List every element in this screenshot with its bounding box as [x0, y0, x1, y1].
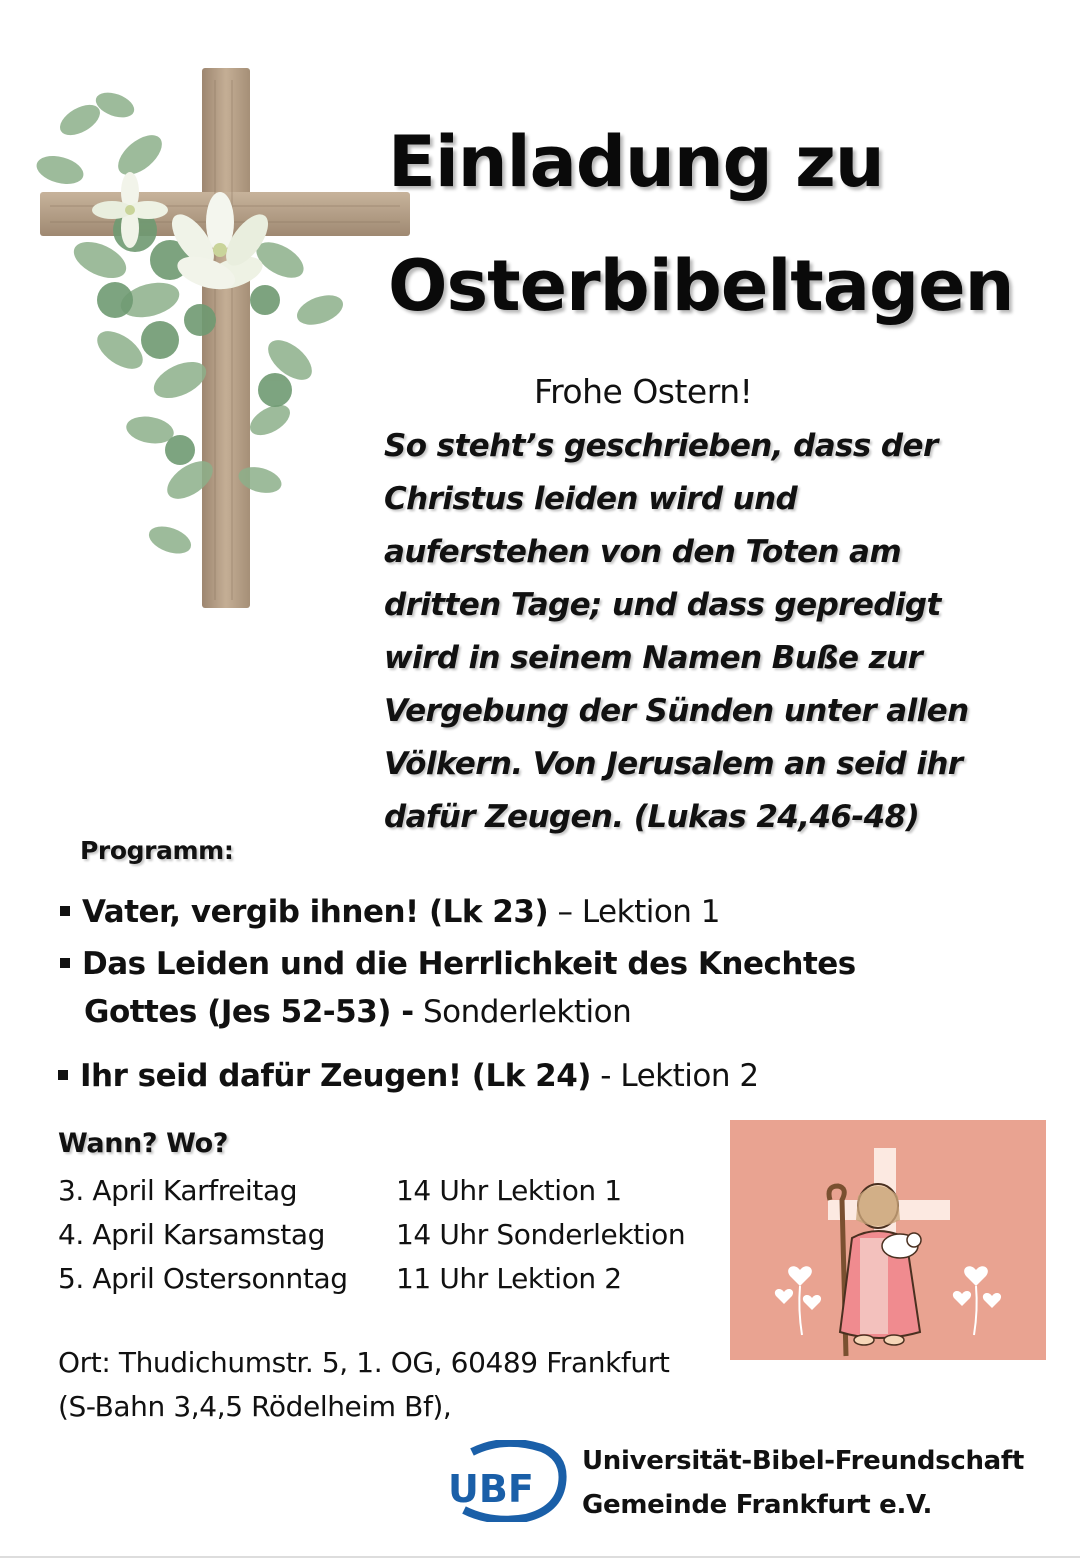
program-item: [60, 894, 720, 930]
bullet-icon: [58, 1070, 68, 1080]
schedule-row: [58, 1262, 718, 1295]
program-item-title: Gottes (Jes 52-53) -: [84, 994, 414, 1030]
verse-line: wird in seinem Namen Buße zur: [384, 640, 923, 676]
program-item-title: Das Leiden und die Herrlichkeit des Knechtes: [82, 946, 856, 982]
program-item-title: Vater, vergib ihnen! (Lk 23): [82, 894, 549, 930]
schedule-row: [58, 1174, 718, 1207]
bible-verse: [384, 420, 1074, 844]
schedule-time: 14 Uhr Sonderlektion: [396, 1218, 686, 1251]
program-heading: Programm:: [80, 836, 234, 865]
verse-line: dafür Zeugen. (Lukas 24,46-48): [384, 799, 920, 835]
schedule-day: 4. April Karsamstag: [58, 1218, 325, 1251]
logo-text: UBF: [448, 1467, 534, 1511]
organization-congregation: Gemeinde Frankfurt e.V.: [582, 1490, 933, 1520]
location-transit: (S-Bahn 3,4,5 Rödelheim Bf),: [58, 1390, 452, 1423]
verse-line: Völkern. Von Jerusalem an seid ihr: [384, 746, 963, 782]
program-item: [58, 1058, 759, 1094]
program-item-lesson: – Lektion 1: [548, 894, 721, 930]
verse-line: auferstehen von den Toten am: [384, 534, 902, 570]
verse-line: Christus leiden wird und: [384, 481, 798, 517]
schedule-day: 5. April Ostersonntag: [58, 1262, 348, 1295]
program-item-title: Ihr seid dafür Zeugen! (Lk 24): [80, 1058, 591, 1094]
ubf-logo: [442, 1440, 568, 1522]
verse-line: So steht’s geschrieben, dass der: [384, 428, 938, 464]
divider: [0, 1556, 1080, 1558]
cross-illustration: [20, 60, 420, 620]
page-title: [388, 100, 1078, 348]
greeting: Frohe Ostern!: [534, 372, 753, 411]
schedule-row: [58, 1218, 718, 1251]
location-address: Ort: Thudichumstr. 5, 1. OG, 60489 Frankfurt: [58, 1346, 670, 1379]
schedule-heading: Wann? Wo?: [58, 1128, 228, 1159]
title-line-2: Osterbibeltagen: [388, 245, 1014, 327]
verse-line: dritten Tage; und dass gepredigt: [384, 587, 941, 623]
organization-name: Universität-Bibel-Freundschaft: [582, 1446, 1025, 1476]
schedule-day: 3. April Karfreitag: [58, 1174, 298, 1207]
program-item-continuation: [84, 994, 631, 1030]
bullet-icon: [60, 958, 70, 968]
schedule-time: 11 Uhr Lektion 2: [396, 1262, 622, 1295]
program-item-lesson: Sonderlektion: [413, 994, 632, 1030]
program-item: [60, 946, 856, 982]
shepherd-illustration: [730, 1120, 1046, 1360]
title-line-1: Einladung zu: [388, 121, 884, 203]
bullet-icon: [60, 906, 70, 916]
schedule-time: 14 Uhr Lektion 1: [396, 1174, 622, 1207]
verse-line: Vergebung der Sünden unter allen: [384, 693, 969, 729]
program-item-lesson: - Lektion 2: [590, 1058, 759, 1094]
